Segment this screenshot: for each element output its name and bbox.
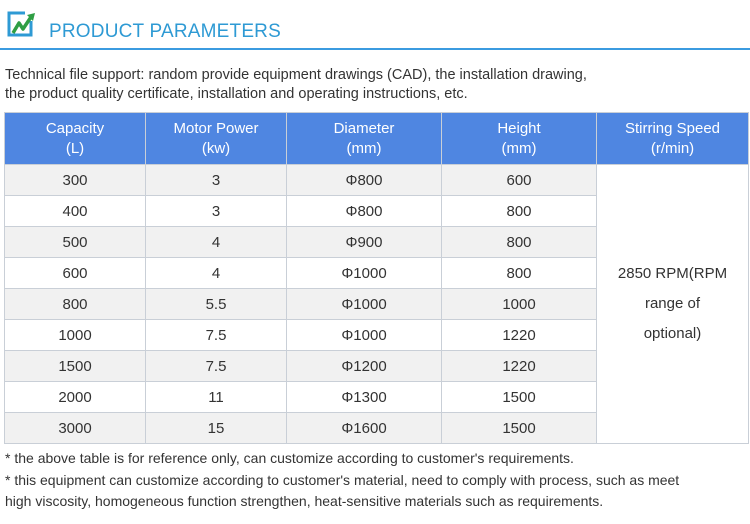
cell-height: 800 bbox=[442, 227, 597, 258]
cell-capacity: 2000 bbox=[5, 382, 146, 413]
cell-power: 11 bbox=[146, 382, 287, 413]
header-divider bbox=[0, 48, 750, 50]
cell-diameter: Φ800 bbox=[287, 165, 442, 196]
brand-logo-icon bbox=[7, 11, 39, 39]
cell-power: 4 bbox=[146, 258, 287, 289]
cell-power: 5.5 bbox=[146, 289, 287, 320]
cell-stirring-speed: 2850 RPM(RPM range of optional) bbox=[597, 165, 749, 444]
column-header-height: Height (mm) bbox=[442, 113, 597, 165]
cell-diameter: Φ1000 bbox=[287, 289, 442, 320]
footnote-line: * the above table is for reference only, can customize according to customer's requirements. bbox=[5, 450, 574, 466]
cell-power: 7.5 bbox=[146, 320, 287, 351]
table-header-row bbox=[5, 113, 749, 165]
cell-diameter: Φ1600 bbox=[287, 413, 442, 444]
column-header-diameter: Diameter (mm) bbox=[287, 113, 442, 165]
cell-diameter: Φ900 bbox=[287, 227, 442, 258]
cell-diameter: Φ1000 bbox=[287, 320, 442, 351]
cell-height: 800 bbox=[442, 258, 597, 289]
column-header-capacity: Capacity (L) bbox=[5, 113, 146, 165]
cell-diameter: Φ1000 bbox=[287, 258, 442, 289]
section-header bbox=[0, 0, 750, 50]
cell-height: 1500 bbox=[442, 382, 597, 413]
footnote-line: * this equipment can customize according to customer's material, need to comply with process, such as meet bbox=[5, 471, 680, 488]
cell-height: 600 bbox=[442, 165, 597, 196]
cell-capacity: 600 bbox=[5, 258, 146, 289]
footnote-line: high viscosity, homogeneous function strengthen, heat-sensitive materials such as requirements. bbox=[5, 493, 604, 509]
parameters-table bbox=[4, 112, 749, 444]
cell-capacity: 400 bbox=[5, 196, 146, 227]
cell-power: 7.5 bbox=[146, 351, 287, 382]
cell-capacity: 3000 bbox=[5, 413, 146, 444]
cell-power: 4 bbox=[146, 227, 287, 258]
intro-line: the product quality certificate, installation and operating instructions, etc. bbox=[5, 86, 468, 102]
intro-text bbox=[5, 66, 745, 104]
cell-height: 1500 bbox=[442, 413, 597, 444]
cell-power: 3 bbox=[146, 165, 287, 196]
cell-capacity: 300 bbox=[5, 165, 146, 196]
cell-diameter: Φ1200 bbox=[287, 351, 442, 382]
cell-height: 1220 bbox=[442, 320, 597, 351]
table-row bbox=[5, 165, 749, 196]
cell-height: 1000 bbox=[442, 289, 597, 320]
cell-capacity: 1500 bbox=[5, 351, 146, 382]
column-header-stirring-speed: Stirring Speed (r/min) bbox=[597, 113, 749, 165]
cell-diameter: Φ800 bbox=[287, 196, 442, 227]
cell-height: 1220 bbox=[442, 351, 597, 382]
cell-capacity: 1000 bbox=[5, 320, 146, 351]
cell-power: 3 bbox=[146, 196, 287, 227]
cell-power: 15 bbox=[146, 413, 287, 444]
cell-capacity: 500 bbox=[5, 227, 146, 258]
intro-line: Technical file support: random provide equipment drawings (CAD), the installation drawing, bbox=[5, 67, 587, 83]
cell-diameter: Φ1300 bbox=[287, 382, 442, 413]
column-header-motor-power: Motor Power (kw) bbox=[146, 113, 287, 165]
cell-capacity: 800 bbox=[5, 289, 146, 320]
footnotes bbox=[5, 448, 747, 513]
page-title: PRODUCT PARAMETERS bbox=[49, 21, 281, 42]
cell-height: 800 bbox=[442, 196, 597, 227]
